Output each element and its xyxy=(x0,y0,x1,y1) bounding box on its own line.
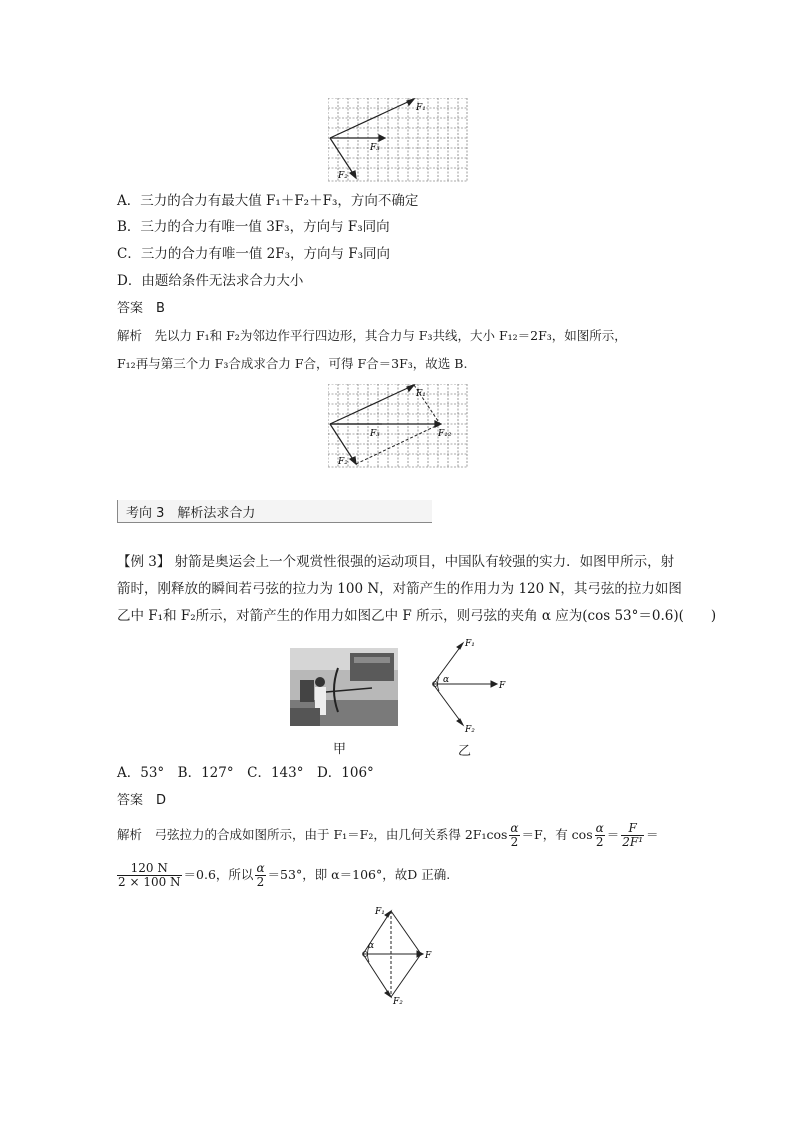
analysis3-q2: ＝53°，即 α＝106°，故D 正确. xyxy=(267,867,451,882)
caption-yi: 乙 xyxy=(458,744,472,759)
fig2-label-f2: F₂ xyxy=(338,457,348,467)
example3-line-1: 【例 3】 射箭是奥运会上一个观赏性很强的运动项目，中国队有较强的实力．如图甲所示，射 xyxy=(117,554,675,570)
fig4-label-f2: F₂ xyxy=(393,997,403,1006)
fig2-label-f3: F₃ xyxy=(370,429,380,439)
frac-num: 120 N xyxy=(117,862,182,876)
section-title: 考向 3 解析法求合力 xyxy=(126,506,256,521)
answer-3: 答案 D xyxy=(117,793,167,808)
choice-b: B．三力的合力有唯一值 3F₃，方向与 F₃同向 xyxy=(117,219,390,235)
caption-jia: 甲 xyxy=(333,742,347,757)
fig3-label-f: F xyxy=(499,681,506,691)
fig1-label-f1: F₁ xyxy=(416,103,426,113)
answer-1: 答案 B xyxy=(117,301,165,316)
fig3-label-f1: F₁ xyxy=(465,639,475,649)
analysis3-eq: ＝ xyxy=(646,827,659,842)
frac-f-over-2f1 xyxy=(621,822,644,849)
analysis-1-line-1: 解析 先以力 F₁和 F₂为邻边作平行四边形，其合力与 F₃共线，大小 F₁₂＝2F₃，如图所示， xyxy=(117,328,627,343)
frac-alpha-over-2-b xyxy=(595,822,605,849)
example3-line-3: 乙中 F₁和 F₂所示，对箭产生的作用力如图乙中 F 所示，则弓弦的夹角 α 应为(cos 53°＝0.6)( ) xyxy=(117,608,717,624)
analysis3-part3: ＝ xyxy=(606,827,620,842)
choice-d: D．由题给条件无法求合力大小 xyxy=(117,273,304,289)
archery-photo xyxy=(290,648,398,726)
fig2-label-f12: F₁₂ xyxy=(438,429,452,439)
vector-grid-figure-1 xyxy=(328,98,468,182)
fig4-label-f1: F₁ xyxy=(375,907,385,917)
force-diagram-yi xyxy=(425,636,515,736)
frac-num: α xyxy=(510,820,519,835)
analysis-3-line-1 xyxy=(117,818,659,852)
frac-den: 2 xyxy=(595,834,604,849)
analysis3-part1: 解析 弓弦拉力的合成如图所示，由于 F₁＝F₂，由几何关系得 2F₁cos xyxy=(117,827,508,842)
frac-num: α xyxy=(595,820,604,835)
fig3-label-f2: F₂ xyxy=(465,725,475,735)
frac-num: α xyxy=(256,860,265,875)
fig4-label-alpha: α xyxy=(368,941,375,951)
fig2-label-f1: F₁ xyxy=(416,389,426,399)
frac-den: 2 xyxy=(256,874,265,889)
frac-120-over-200 xyxy=(117,862,182,889)
analysis3-q1: ＝0.6，所以 xyxy=(183,867,254,882)
frac-num: F xyxy=(621,822,644,836)
fig3-label-alpha: α xyxy=(443,675,450,685)
frac-alpha-over-2 xyxy=(509,822,519,849)
vector-grid-figure-2 xyxy=(328,384,468,468)
fig1-label-f2: F₂ xyxy=(338,171,348,181)
frac-den: 2F¹ xyxy=(622,834,644,849)
frac-alpha-over-2-c xyxy=(255,862,265,889)
example3-line-2: 箭时，刚释放的瞬间若弓弦的拉力为 100 N，对箭产生的作用力为 120 N，其弓弦的拉力如图 xyxy=(117,581,682,597)
fig4-label-f: F xyxy=(425,951,432,961)
section-heading-box xyxy=(117,500,432,523)
frac-den: 2 × 100 N xyxy=(118,874,181,889)
choices-3: A．53° B．127° C．143° D．106° xyxy=(117,765,374,781)
choice-a: A．三力的合力有最大值 F₁＋F₂＋F₃，方向不确定 xyxy=(117,193,419,209)
fig1-label-f3: F₃ xyxy=(370,143,380,153)
analysis-1-line-2: F₁₂再与第三个力 F₃合成求合力 F合，可得 F合＝3F₃，故选 B. xyxy=(117,356,468,371)
choice-c: C．三力的合力有唯一值 2F₃，方向与 F₃同向 xyxy=(117,246,391,262)
analysis3-part2: ＝F，有 cos xyxy=(521,827,593,842)
analysis-3-line-2 xyxy=(117,858,450,892)
frac-den: 2 xyxy=(510,834,519,849)
rhombus-force-diagram xyxy=(355,902,445,1006)
